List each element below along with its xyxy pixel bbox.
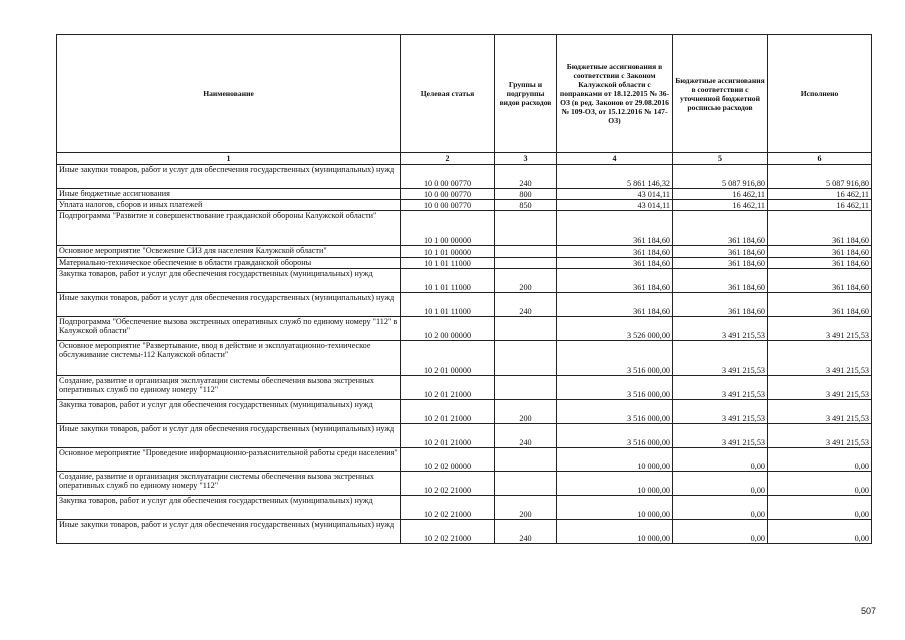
- row-law: 3 516 000,00: [557, 341, 673, 376]
- row-group: 200: [495, 269, 557, 293]
- row-executed: 0,00: [768, 448, 872, 472]
- row-group: 240: [495, 520, 557, 544]
- row-name: Иные закупки товаров, работ и услуг для обеспечения государственных (муниципальных) нужд: [57, 520, 401, 544]
- row-law: 3 526 000,00: [557, 317, 673, 341]
- row-law: 361 184,60: [557, 269, 673, 293]
- row-group: [495, 317, 557, 341]
- row-group: [495, 376, 557, 400]
- row-code: 10 1 01 11000: [401, 258, 495, 269]
- row-name: Закупка товаров, работ и услуг для обеспечения государственных (муниципальных) нужд: [57, 496, 401, 520]
- row-group: 850: [495, 200, 557, 211]
- row-painting: 361 184,60: [673, 211, 768, 246]
- row-law: 3 516 000,00: [557, 424, 673, 448]
- row-painting: 5 087 916,80: [673, 165, 768, 189]
- row-executed: 0,00: [768, 472, 872, 496]
- table-body: [57, 165, 872, 544]
- row-code: 10 2 01 21000: [401, 376, 495, 400]
- row-executed: 361 184,60: [768, 269, 872, 293]
- row-name: Подпрограмма "Развитие и совершенствование гражданской обороны Калужской области": [57, 211, 401, 246]
- row-painting: 3 491 215,53: [673, 317, 768, 341]
- header-group: Группы и подгруппы видов расходов: [495, 35, 557, 153]
- row-group: 200: [495, 400, 557, 424]
- row-law: 5 861 146,32: [557, 165, 673, 189]
- table-row: [57, 472, 872, 496]
- row-painting: 3 491 215,53: [673, 376, 768, 400]
- row-group: 240: [495, 424, 557, 448]
- row-name: Основное мероприятие "Развертывание, ввод в действие и эксплуатационно-техническое обслуживание системы-112 Калужской области": [57, 341, 401, 376]
- row-painting: 0,00: [673, 496, 768, 520]
- table-row: [57, 376, 872, 400]
- page-number: 507: [861, 606, 877, 616]
- row-painting: 0,00: [673, 472, 768, 496]
- column-number-row: [57, 153, 872, 165]
- row-executed: 361 184,60: [768, 293, 872, 317]
- row-law: 361 184,60: [557, 211, 673, 246]
- row-painting: 0,00: [673, 448, 768, 472]
- row-group: [495, 258, 557, 269]
- row-executed: 3 491 215,53: [768, 376, 872, 400]
- row-code: 10 2 01 21000: [401, 400, 495, 424]
- row-name: Создание, развитие и организация эксплуатации системы обеспечения вызова экстренных оперативных служб по единому номеру "112": [57, 472, 401, 496]
- row-name: Уплата налогов, сборов и иных платежей: [57, 200, 401, 211]
- colnum-1: 1: [57, 153, 401, 165]
- row-code: 10 1 01 00000: [401, 246, 495, 258]
- row-law: 3 516 000,00: [557, 376, 673, 400]
- table-row: [57, 165, 872, 189]
- row-code: 10 0 00 00770: [401, 200, 495, 211]
- table-row: [57, 424, 872, 448]
- colnum-4: 4: [557, 153, 673, 165]
- row-code: 10 0 00 00770: [401, 189, 495, 200]
- row-code: 10 1 00 00000: [401, 211, 495, 246]
- row-law: 3 516 000,00: [557, 400, 673, 424]
- row-law: 10 000,00: [557, 448, 673, 472]
- row-executed: 5 087 916,80: [768, 165, 872, 189]
- row-law: 43 014,11: [557, 200, 673, 211]
- row-executed: 0,00: [768, 520, 872, 544]
- row-painting: 16 462,11: [673, 189, 768, 200]
- table-row: [57, 211, 872, 246]
- row-executed: 3 491 215,53: [768, 400, 872, 424]
- row-painting: 3 491 215,53: [673, 424, 768, 448]
- header-executed: Исполнено: [768, 35, 872, 153]
- row-group: 800: [495, 189, 557, 200]
- row-group: [495, 341, 557, 376]
- colnum-3: 3: [495, 153, 557, 165]
- row-code: 10 2 01 00000: [401, 341, 495, 376]
- row-painting: 361 184,60: [673, 293, 768, 317]
- header-name: Наименование: [57, 35, 401, 153]
- row-name: Материально-техническое обеспечение в области гражданской обороны: [57, 258, 401, 269]
- row-executed: 16 462,11: [768, 200, 872, 211]
- row-code: 10 1 01 11000: [401, 269, 495, 293]
- table-row: [57, 293, 872, 317]
- row-executed: 3 491 215,53: [768, 424, 872, 448]
- row-group: [495, 211, 557, 246]
- table-row: [57, 200, 872, 211]
- row-executed: 361 184,60: [768, 211, 872, 246]
- row-name: Закупка товаров, работ и услуг для обеспечения государственных (муниципальных) нужд: [57, 269, 401, 293]
- row-painting: 0,00: [673, 520, 768, 544]
- row-code: 10 2 02 21000: [401, 520, 495, 544]
- row-law: 10 000,00: [557, 472, 673, 496]
- row-name: Подпрограмма "Обеспечение вызова экстренных оперативных служб по единому номеру "112" в Калужской области": [57, 317, 401, 341]
- row-painting: 3 491 215,53: [673, 341, 768, 376]
- table-row: [57, 246, 872, 258]
- row-group: [495, 472, 557, 496]
- row-code: 10 2 02 21000: [401, 472, 495, 496]
- row-code: 10 2 00 00000: [401, 317, 495, 341]
- row-name: Основное мероприятие "Проведение информационно-разъяснительной работы среди населения": [57, 448, 401, 472]
- row-code: 10 2 02 21000: [401, 496, 495, 520]
- row-executed: 0,00: [768, 496, 872, 520]
- header-law: Бюджетные ассигнования в соответствии с Законом Калужской области с поправками от 18.12.2015 № 36-ОЗ (в ред. Законов от 29.08.2016 № 109-ОЗ, от 15.12.2016 № 147-ОЗ): [557, 35, 673, 153]
- row-law: 10 000,00: [557, 496, 673, 520]
- row-code: 10 1 01 11000: [401, 293, 495, 317]
- row-code: 10 2 01 21000: [401, 424, 495, 448]
- table-row: [57, 189, 872, 200]
- row-law: 361 184,60: [557, 293, 673, 317]
- row-group: 240: [495, 165, 557, 189]
- header-code: Целевая статья: [401, 35, 495, 153]
- row-code: 10 2 02 00000: [401, 448, 495, 472]
- table-row: [57, 258, 872, 269]
- colnum-6: 6: [768, 153, 872, 165]
- colnum-5: 5: [673, 153, 768, 165]
- row-executed: 361 184,60: [768, 258, 872, 269]
- row-name: Иные закупки товаров, работ и услуг для обеспечения государственных (муниципальных) нужд: [57, 293, 401, 317]
- table-row: [57, 317, 872, 341]
- row-group: [495, 448, 557, 472]
- row-name: Иные бюджетные ассигнования: [57, 189, 401, 200]
- row-law: 10 000,00: [557, 520, 673, 544]
- row-group: [495, 246, 557, 258]
- row-group: 240: [495, 293, 557, 317]
- row-executed: 3 491 215,53: [768, 341, 872, 376]
- row-law: 361 184,60: [557, 258, 673, 269]
- row-painting: 361 184,60: [673, 258, 768, 269]
- row-painting: 361 184,60: [673, 246, 768, 258]
- row-painting: 3 491 215,53: [673, 400, 768, 424]
- table-row: [57, 496, 872, 520]
- header-painting: Бюджетные ассигнования в соответствии с уточненной бюджетной росписью расходов: [673, 35, 768, 153]
- table-row: [57, 400, 872, 424]
- row-name: Основное мероприятие "Освежение СИЗ для населения Калужской области": [57, 246, 401, 258]
- table-row: [57, 341, 872, 376]
- colnum-2: 2: [401, 153, 495, 165]
- table-row: [57, 448, 872, 472]
- table-header-row: [57, 35, 872, 153]
- row-name: Иные закупки товаров, работ и услуг для обеспечения государственных (муниципальных) нужд: [57, 165, 401, 189]
- row-painting: 16 462,11: [673, 200, 768, 211]
- row-executed: 16 462,11: [768, 189, 872, 200]
- row-painting: 361 184,60: [673, 269, 768, 293]
- row-law: 361 184,60: [557, 246, 673, 258]
- row-name: Закупка товаров, работ и услуг для обеспечения государственных (муниципальных) нужд: [57, 400, 401, 424]
- row-executed: 361 184,60: [768, 246, 872, 258]
- table-row: [57, 520, 872, 544]
- row-law: 43 014,11: [557, 189, 673, 200]
- row-name: Иные закупки товаров, работ и услуг для обеспечения государственных (муниципальных) нужд: [57, 424, 401, 448]
- table-row: [57, 269, 872, 293]
- row-group: 200: [495, 496, 557, 520]
- row-name: Создание, развитие и организация эксплуатации системы обеспечения вызова экстренных оперативных служб по единому номеру "112": [57, 376, 401, 400]
- row-code: 10 0 00 00770: [401, 165, 495, 189]
- row-executed: 3 491 215,53: [768, 317, 872, 341]
- budget-table: [56, 34, 872, 544]
